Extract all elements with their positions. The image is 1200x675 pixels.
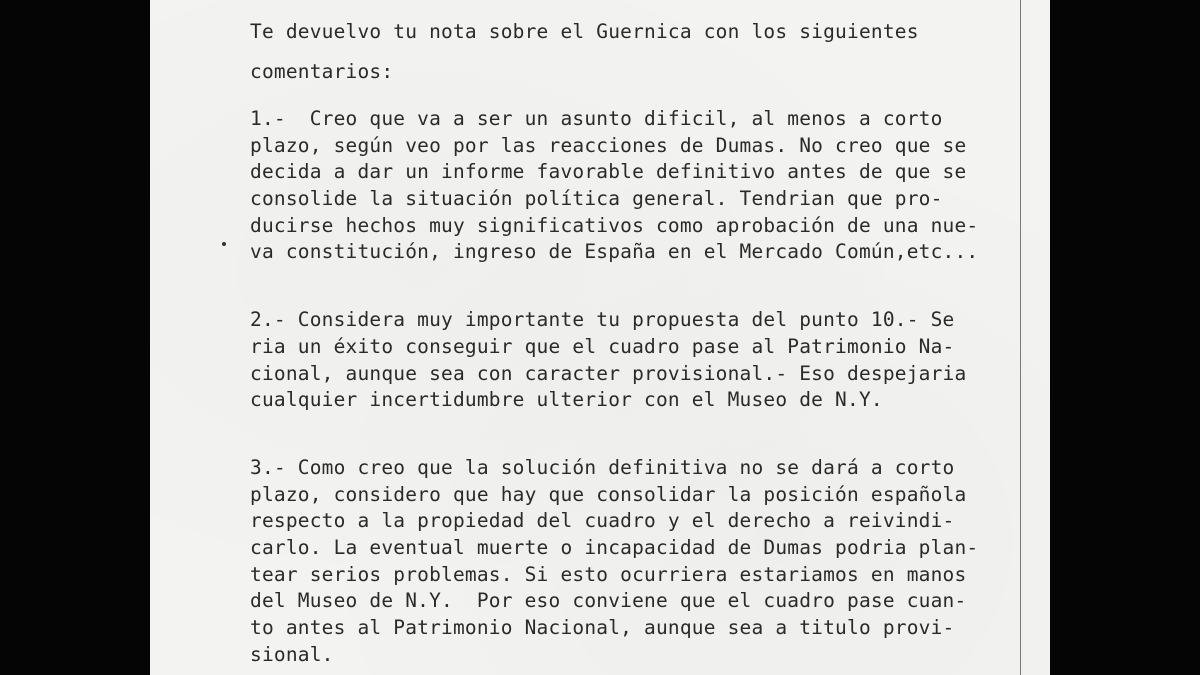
paragraph-line: cualquier incertidumbre ulterior con el Museo de N.Y. [250,388,883,412]
paragraph-line: del Museo de N.Y. Por eso conviene que el cuadro pase cuan- [250,589,967,613]
paragraph-line: cional, aunque sea con caracter provisional.- Eso despejaria [250,361,967,385]
paragraph-2 [250,307,1020,414]
left-letterbox [0,0,150,675]
paragraph-line: consolide la situación política general. Tendrian que pro- [250,187,943,211]
paragraph-line: 1.- Creo que va a ser un asunto dificil, al menos a corto [250,107,943,130]
letter-body [250,20,1020,675]
typed-letter-page [150,0,1050,675]
paragraph-line: plazo, según veo por las reacciones de Dumas. No creo que se [250,133,967,157]
paragraph-line: ducirse hechos muy significativos como aprobación de una nue- [250,213,979,237]
paragraph-line: plazo, considero que hay que consolidar la posición española [250,482,967,506]
paragraph-line: va constitución, ingreso de España en el Mercado Común,etc... [250,240,979,264]
paragraph-line: respecto a la propiedad del cuadro y el derecho a reivindi- [250,509,955,533]
paragraph-line: tear serios problemas. Si esto ocurriera estariamos en manos [250,562,967,586]
paragraph-line: ria un éxito conseguir que el cuadro pase al Patrimonio Na- [250,334,955,358]
paragraph-line: carlo. La eventual muerte o incapacidad de Dumas podria plan- [250,535,979,559]
paragraph-line: to antes al Patrimonio Nacional, aunque sea a titulo provi- [250,616,955,639]
right-letterbox [1050,0,1200,675]
intro-line: comentarios: [250,60,394,83]
page-margin-line [1020,0,1021,675]
paragraph-line: 3.- Como creo que la solución definitiva no se dará a corto [250,455,955,479]
paragraph-line: sional. [250,642,334,666]
paragraph-1 [250,106,1020,266]
paragraph-line: 2.- Considera muy importante tu propuesta del punto 10.- Se [250,308,955,332]
ink-speck [222,242,226,246]
paragraph-line: decida a dar un informe favorable definitivo antes de que se [250,160,967,184]
intro-line: Te devuelvo tu nota sobre el Guernica con los siguientes [250,20,919,43]
paragraph-3 [250,455,1020,669]
